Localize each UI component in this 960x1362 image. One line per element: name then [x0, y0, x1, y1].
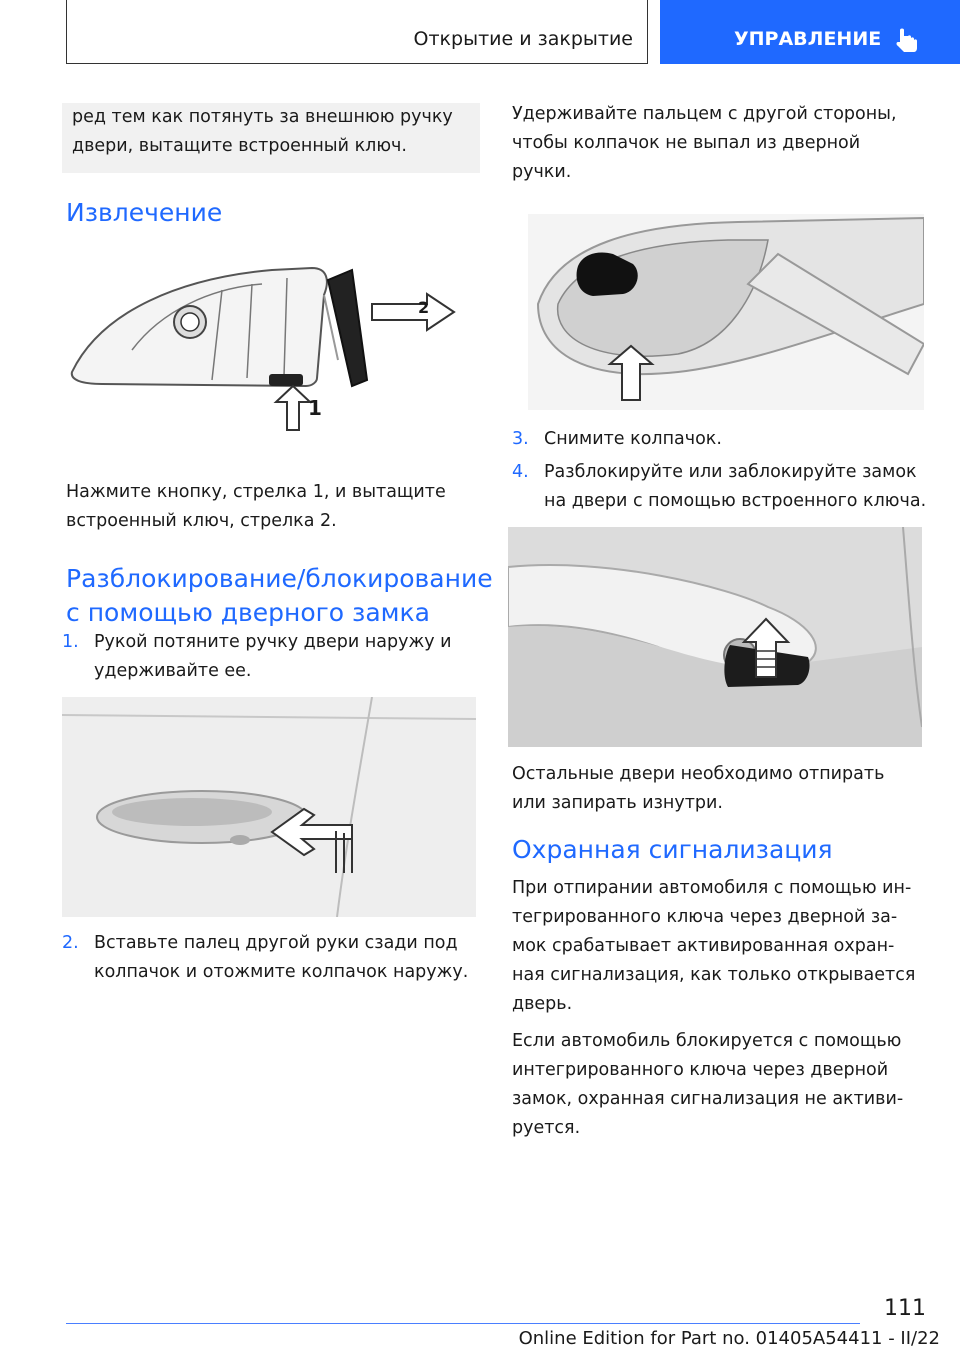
heading-extraction: Извлечение	[66, 198, 223, 227]
page-number: 111	[884, 1296, 926, 1321]
note-line: ред тем как потянуть за внешнюю ручку	[72, 107, 453, 127]
key-in-lock-photo	[508, 527, 922, 747]
step-text: Рукой потяните ручку двери наружу и	[94, 632, 452, 652]
note-box	[62, 103, 480, 173]
heading-door-lock: с помощью дверного замка	[66, 598, 430, 627]
intro-text-line: Удерживайте пальцем с другой стороны,	[512, 104, 897, 124]
other-doors-line: или запирать изнутри.	[512, 793, 723, 813]
header-chapter-tab	[660, 0, 960, 64]
handle-cap-illustration	[528, 214, 924, 410]
step-number: 4.	[512, 462, 529, 482]
step-text: Снимите колпачок.	[544, 429, 722, 449]
note-line: двери, вытащите встроенный ключ.	[72, 136, 407, 156]
step-text: удерживайте ее.	[94, 661, 252, 681]
key-extraction-figure	[62, 250, 480, 445]
list-item-step-3	[512, 425, 932, 455]
door-handle-photo	[62, 697, 476, 917]
step-number: 1.	[62, 632, 79, 652]
step-text: Разблокируйте или заблокируйте замок	[544, 462, 917, 482]
alarm-p1-line: мок срабатывает активированная охран-	[512, 936, 895, 956]
alarm-p1-line: ная сигнализация, как только открывается	[512, 965, 916, 985]
door-handle-illustration	[62, 697, 476, 917]
key-in-lock-illustration	[508, 527, 922, 747]
section-title-text: Открытие и закрытие	[413, 28, 633, 50]
list-item-step-2	[62, 929, 482, 989]
car-key-illustration	[62, 250, 480, 445]
edition-footer: Online Edition for Part no. 01405A54411 - II/22	[518, 1328, 940, 1349]
header-section-title	[66, 0, 648, 64]
step-text: колпачок и отожмите колпачок наружу.	[94, 962, 469, 982]
list-item-step-1	[62, 628, 482, 688]
extract-text-line: Нажмите кнопку, стрелка 1, и вытащите	[66, 482, 446, 502]
intro-text-line: чтобы колпачок не выпал из дверной	[512, 133, 861, 153]
heading-alarm: Охранная сигнализация	[512, 835, 833, 864]
footer-divider	[66, 1323, 860, 1324]
intro-text-line: ручки.	[512, 162, 572, 182]
alarm-p2-line: интегрированного ключа через дверной	[512, 1060, 889, 1080]
extract-text-line: встроенный ключ, стрелка 2.	[66, 511, 337, 531]
arrow-label-1: 1	[308, 396, 322, 420]
pointing-hand-icon	[896, 28, 918, 54]
handle-cap-photo	[528, 214, 924, 410]
alarm-p2-line: замок, охранная сигнализация не активи-	[512, 1089, 904, 1109]
heading-door-lock: Разблокирование/блокирование	[66, 564, 493, 593]
list-item-step-4	[512, 458, 952, 518]
alarm-p1-line: дверь.	[512, 994, 573, 1014]
alarm-p2-line: руется.	[512, 1118, 581, 1138]
step-text: на двери с помощью встроенного ключа.	[544, 491, 927, 511]
step-text: Вставьте палец другой руки сзади под	[94, 933, 458, 953]
alarm-p2-line: Если автомобиль блокируется с помощью	[512, 1031, 902, 1051]
step-number: 2.	[62, 933, 79, 953]
alarm-p1-line: тегрированного ключа через дверной за-	[512, 907, 898, 927]
other-doors-line: Остальные двери необходимо отпирать	[512, 764, 885, 784]
step-number: 3.	[512, 429, 529, 449]
alarm-p1-line: При отпирании автомобиля с помощью ин-	[512, 878, 912, 898]
arrow-label-2: 2	[418, 298, 430, 317]
chapter-title-text: УПРАВЛЕНИЕ	[734, 28, 882, 50]
